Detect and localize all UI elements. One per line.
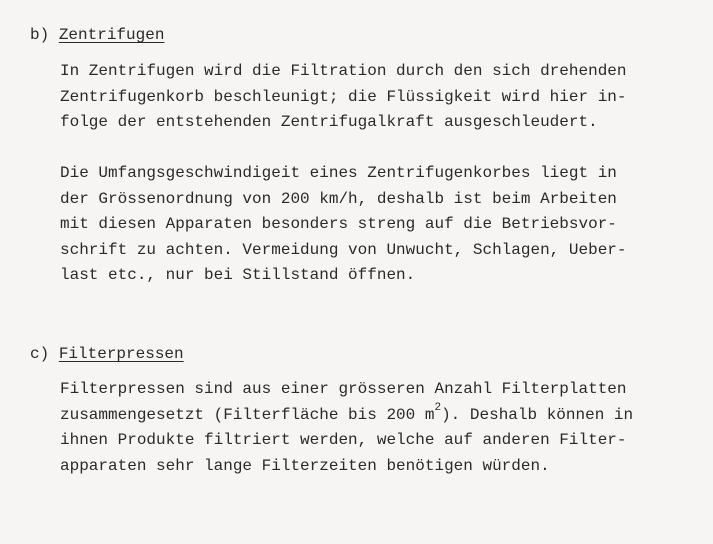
text-line: folge der entstehenden Zentrifugalkraft ausgeschleudert. bbox=[60, 113, 598, 132]
section-b-marker: b) bbox=[30, 26, 50, 44]
text-line: der Grössenordnung von 200 km/h, deshalb ist beim Arbeiten bbox=[60, 189, 617, 208]
text-line: In Zentrifugen wird die Filtration durch den sich drehenden bbox=[60, 62, 627, 80]
text-line: last etc., nur bei Stillstand öffnen. bbox=[60, 266, 416, 285]
section-c-title: Filterpressen bbox=[58, 345, 184, 363]
text-line: ihnen Produkte filtriert werden, welche auf anderen Filter- bbox=[60, 431, 627, 450]
section-b-title: Zentrifugen bbox=[58, 26, 165, 44]
section-b-heading bbox=[30, 25, 164, 45]
text-line: Filterpressen sind aus einer grösseren Anzahl Filterplatten bbox=[60, 380, 627, 398]
text-line: apparaten sehr lange Filterzeiten benötigen würden. bbox=[60, 456, 550, 475]
text-segment: zusammengesetzt (Filterfläche bis 200 m bbox=[60, 405, 435, 424]
text-segment: ). Deshalb können in bbox=[441, 405, 634, 424]
section-c-paragraph bbox=[60, 377, 700, 479]
superscript-exponent: 2 bbox=[434, 402, 442, 415]
text-line: schrift zu achten. Vermeidung von Unwucht, Schlagen, Ueber- bbox=[60, 240, 627, 259]
section-c-heading bbox=[30, 344, 184, 364]
text-line: mit diesen Apparaten besonders streng auf die Betriebsvor- bbox=[60, 215, 617, 234]
text-line: Zentrifugenkorb beschleunigt; die Flüssigkeit wird hier in- bbox=[60, 87, 627, 106]
section-b-paragraph-1 bbox=[60, 59, 700, 136]
section-b-paragraph-2 bbox=[60, 161, 700, 289]
text-line bbox=[60, 403, 700, 429]
text-line: Die Umfangsgeschwindigeit eines Zentrifugenkorbes liegt in bbox=[60, 164, 617, 182]
section-c-marker: c) bbox=[30, 345, 50, 363]
